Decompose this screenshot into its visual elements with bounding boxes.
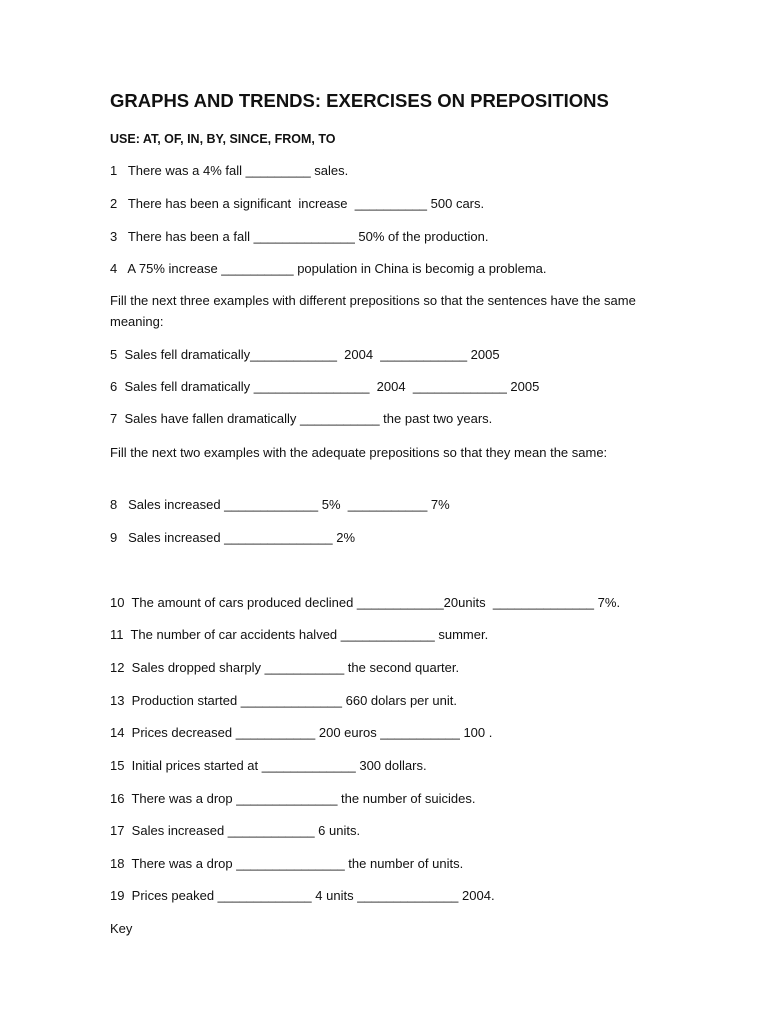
exercise-item-6: 6 Sales fell dramatically ________________ 2004 _____________ 2005 (110, 379, 540, 394)
exercise-item-8: 8 Sales increased _____________ 5% ___________ 7% (110, 497, 450, 512)
instruction-same-meaning: Fill the next three examples with different prepositions so that the sentences have the same meaning: (110, 293, 636, 329)
exercise-item-16: 16 There was a drop ______________ the number of suicides. (110, 791, 476, 806)
exercise-item-17: 17 Sales increased ____________ 6 units. (110, 823, 361, 838)
exercise-item-11: 11 The number of car accidents halved _____________ summer. (110, 627, 489, 642)
exercise-item-13: 13 Production started ______________ 660 dolars per unit. (110, 693, 457, 708)
exercise-item-15: 15 Initial prices started at _____________ 300 dollars. (110, 758, 427, 773)
exercise-item-18: 18 There was a drop _______________ the number of units. (110, 856, 464, 871)
prepositions-to-use: USE: AT, OF, IN, BY, SINCE, FROM, TO (110, 132, 336, 146)
instruction-adequate-prepositions: Fill the next two examples with the adequate prepositions so that they mean the same: (110, 445, 608, 460)
exercise-item-3: 3 There has been a fall ______________ 50% of the production. (110, 229, 489, 244)
exercise-item-7: 7 Sales have fallen dramatically ___________ the past two years. (110, 411, 493, 426)
exercise-item-2: 2 There has been a significant increase __________ 500 cars. (110, 196, 485, 211)
exercise-item-4: 4 A 75% increase __________ population in China is becomig a problema. (110, 261, 547, 276)
exercise-item-1: 1 There was a 4% fall _________ sales. (110, 163, 349, 178)
exercise-item-14: 14 Prices decreased ___________ 200 euros ___________ 100 . (110, 725, 493, 740)
exercise-item-12: 12 Sales dropped sharply ___________ the second quarter. (110, 660, 460, 675)
exercise-item-9: 9 Sales increased _______________ 2% (110, 530, 356, 545)
exercise-item-10: 10 The amount of cars produced declined ____________20units ______________ 7%. (110, 595, 621, 610)
page-title: GRAPHS AND TRENDS: EXERCISES ON PREPOSITIONS (110, 90, 609, 111)
exercise-item-5: 5 Sales fell dramatically____________ 2004 ____________ 2005 (110, 347, 500, 362)
answer-key-label: Key (110, 921, 133, 936)
exercise-item-19: 19 Prices peaked _____________ 4 units ______________ 2004. (110, 888, 495, 903)
